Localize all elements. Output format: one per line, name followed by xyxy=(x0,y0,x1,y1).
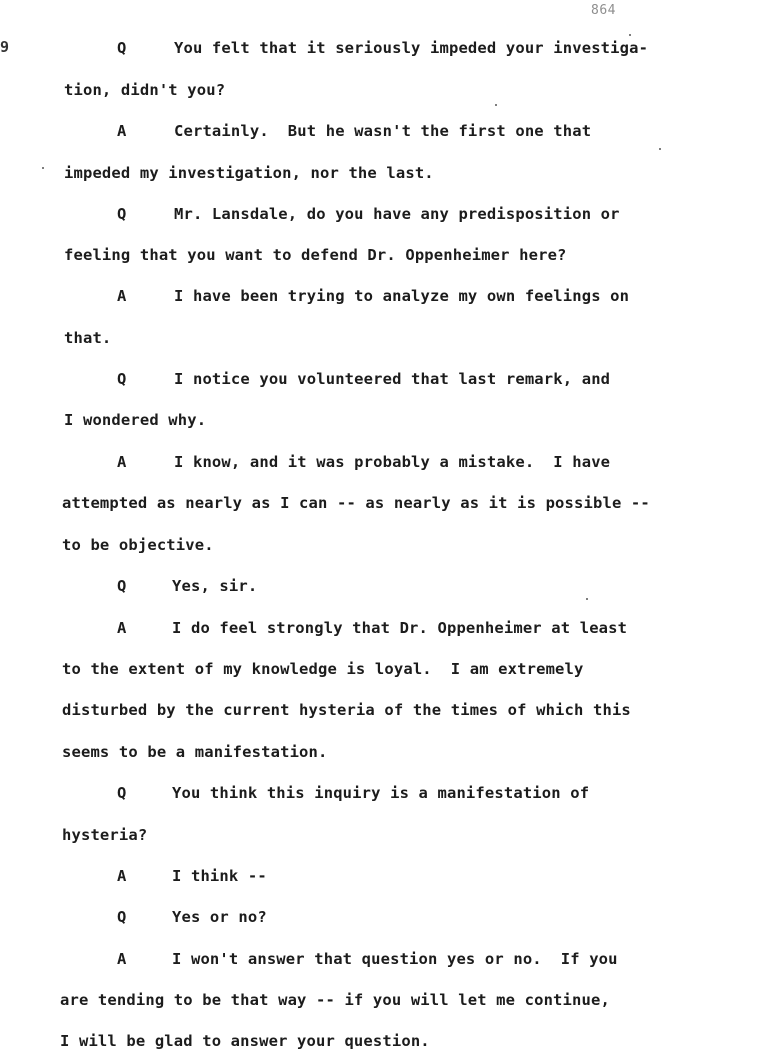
transcript-line: disturbed by the current hysteria of the times of which this xyxy=(62,701,631,719)
page-number: 864 xyxy=(591,3,616,18)
transcript-line: I wondered why. xyxy=(64,411,207,429)
transcript-line: Yes or no? xyxy=(172,908,267,926)
speaker-a: A xyxy=(117,287,127,305)
transcript-line: You felt that it seriously impeded your investiga- xyxy=(174,39,649,57)
line-number: 9 xyxy=(0,38,10,56)
scan-speck xyxy=(495,104,497,106)
transcript-line: I do feel strongly that Dr. Oppenheimer at least xyxy=(172,619,628,637)
transcript-line: I have been trying to analyze my own feelings on xyxy=(174,287,630,305)
transcript-line: I know, and it was probably a mistake. I have xyxy=(174,453,611,471)
transcript-line: hysteria? xyxy=(62,826,148,844)
scan-speck xyxy=(629,34,631,36)
transcript-line: I think -- xyxy=(172,867,267,885)
speaker-q: Q xyxy=(117,908,127,926)
transcript-line: feeling that you want to defend Dr. Oppenheimer here? xyxy=(64,246,567,264)
transcript-line: Yes, sir. xyxy=(172,577,258,595)
transcript-line: to the extent of my knowledge is loyal. I am extremely xyxy=(62,660,584,678)
transcript-line: to be objective. xyxy=(62,536,214,554)
speaker-a: A xyxy=(117,950,127,968)
scan-speck xyxy=(586,598,588,600)
transcript-line: You think this inquiry is a manifestation of xyxy=(172,784,590,802)
transcript-line: Certainly. But he wasn't the first one that xyxy=(174,122,592,140)
speaker-q: Q xyxy=(117,370,127,388)
speaker-q: Q xyxy=(117,577,127,595)
speaker-a: A xyxy=(117,867,127,885)
speaker-q: Q xyxy=(117,39,127,57)
transcript-line: I won't answer that question yes or no. If you xyxy=(172,950,618,968)
speaker-q: Q xyxy=(117,205,127,223)
transcript-line: seems to be a manifestation. xyxy=(62,743,328,761)
speaker-a: A xyxy=(117,122,127,140)
speaker-q: Q xyxy=(117,784,127,802)
speaker-a: A xyxy=(117,453,127,471)
transcript-line: I will be glad to answer your question. xyxy=(60,1032,430,1050)
transcript-line: impeded my investigation, nor the last. xyxy=(64,164,434,182)
transcript-line: I notice you volunteered that last remark, and xyxy=(174,370,611,388)
transcript-line: Mr. Lansdale, do you have any predisposition or xyxy=(174,205,620,223)
transcript-line: are tending to be that way -- if you will let me continue, xyxy=(60,991,610,1009)
transcript-line: tion, didn't you? xyxy=(64,81,226,99)
transcript-line: attempted as nearly as I can -- as nearly as it is possible -- xyxy=(62,494,650,512)
scan-speck xyxy=(42,167,44,169)
scan-speck xyxy=(659,148,661,150)
speaker-a: A xyxy=(117,619,127,637)
transcript-line: that. xyxy=(64,329,112,347)
